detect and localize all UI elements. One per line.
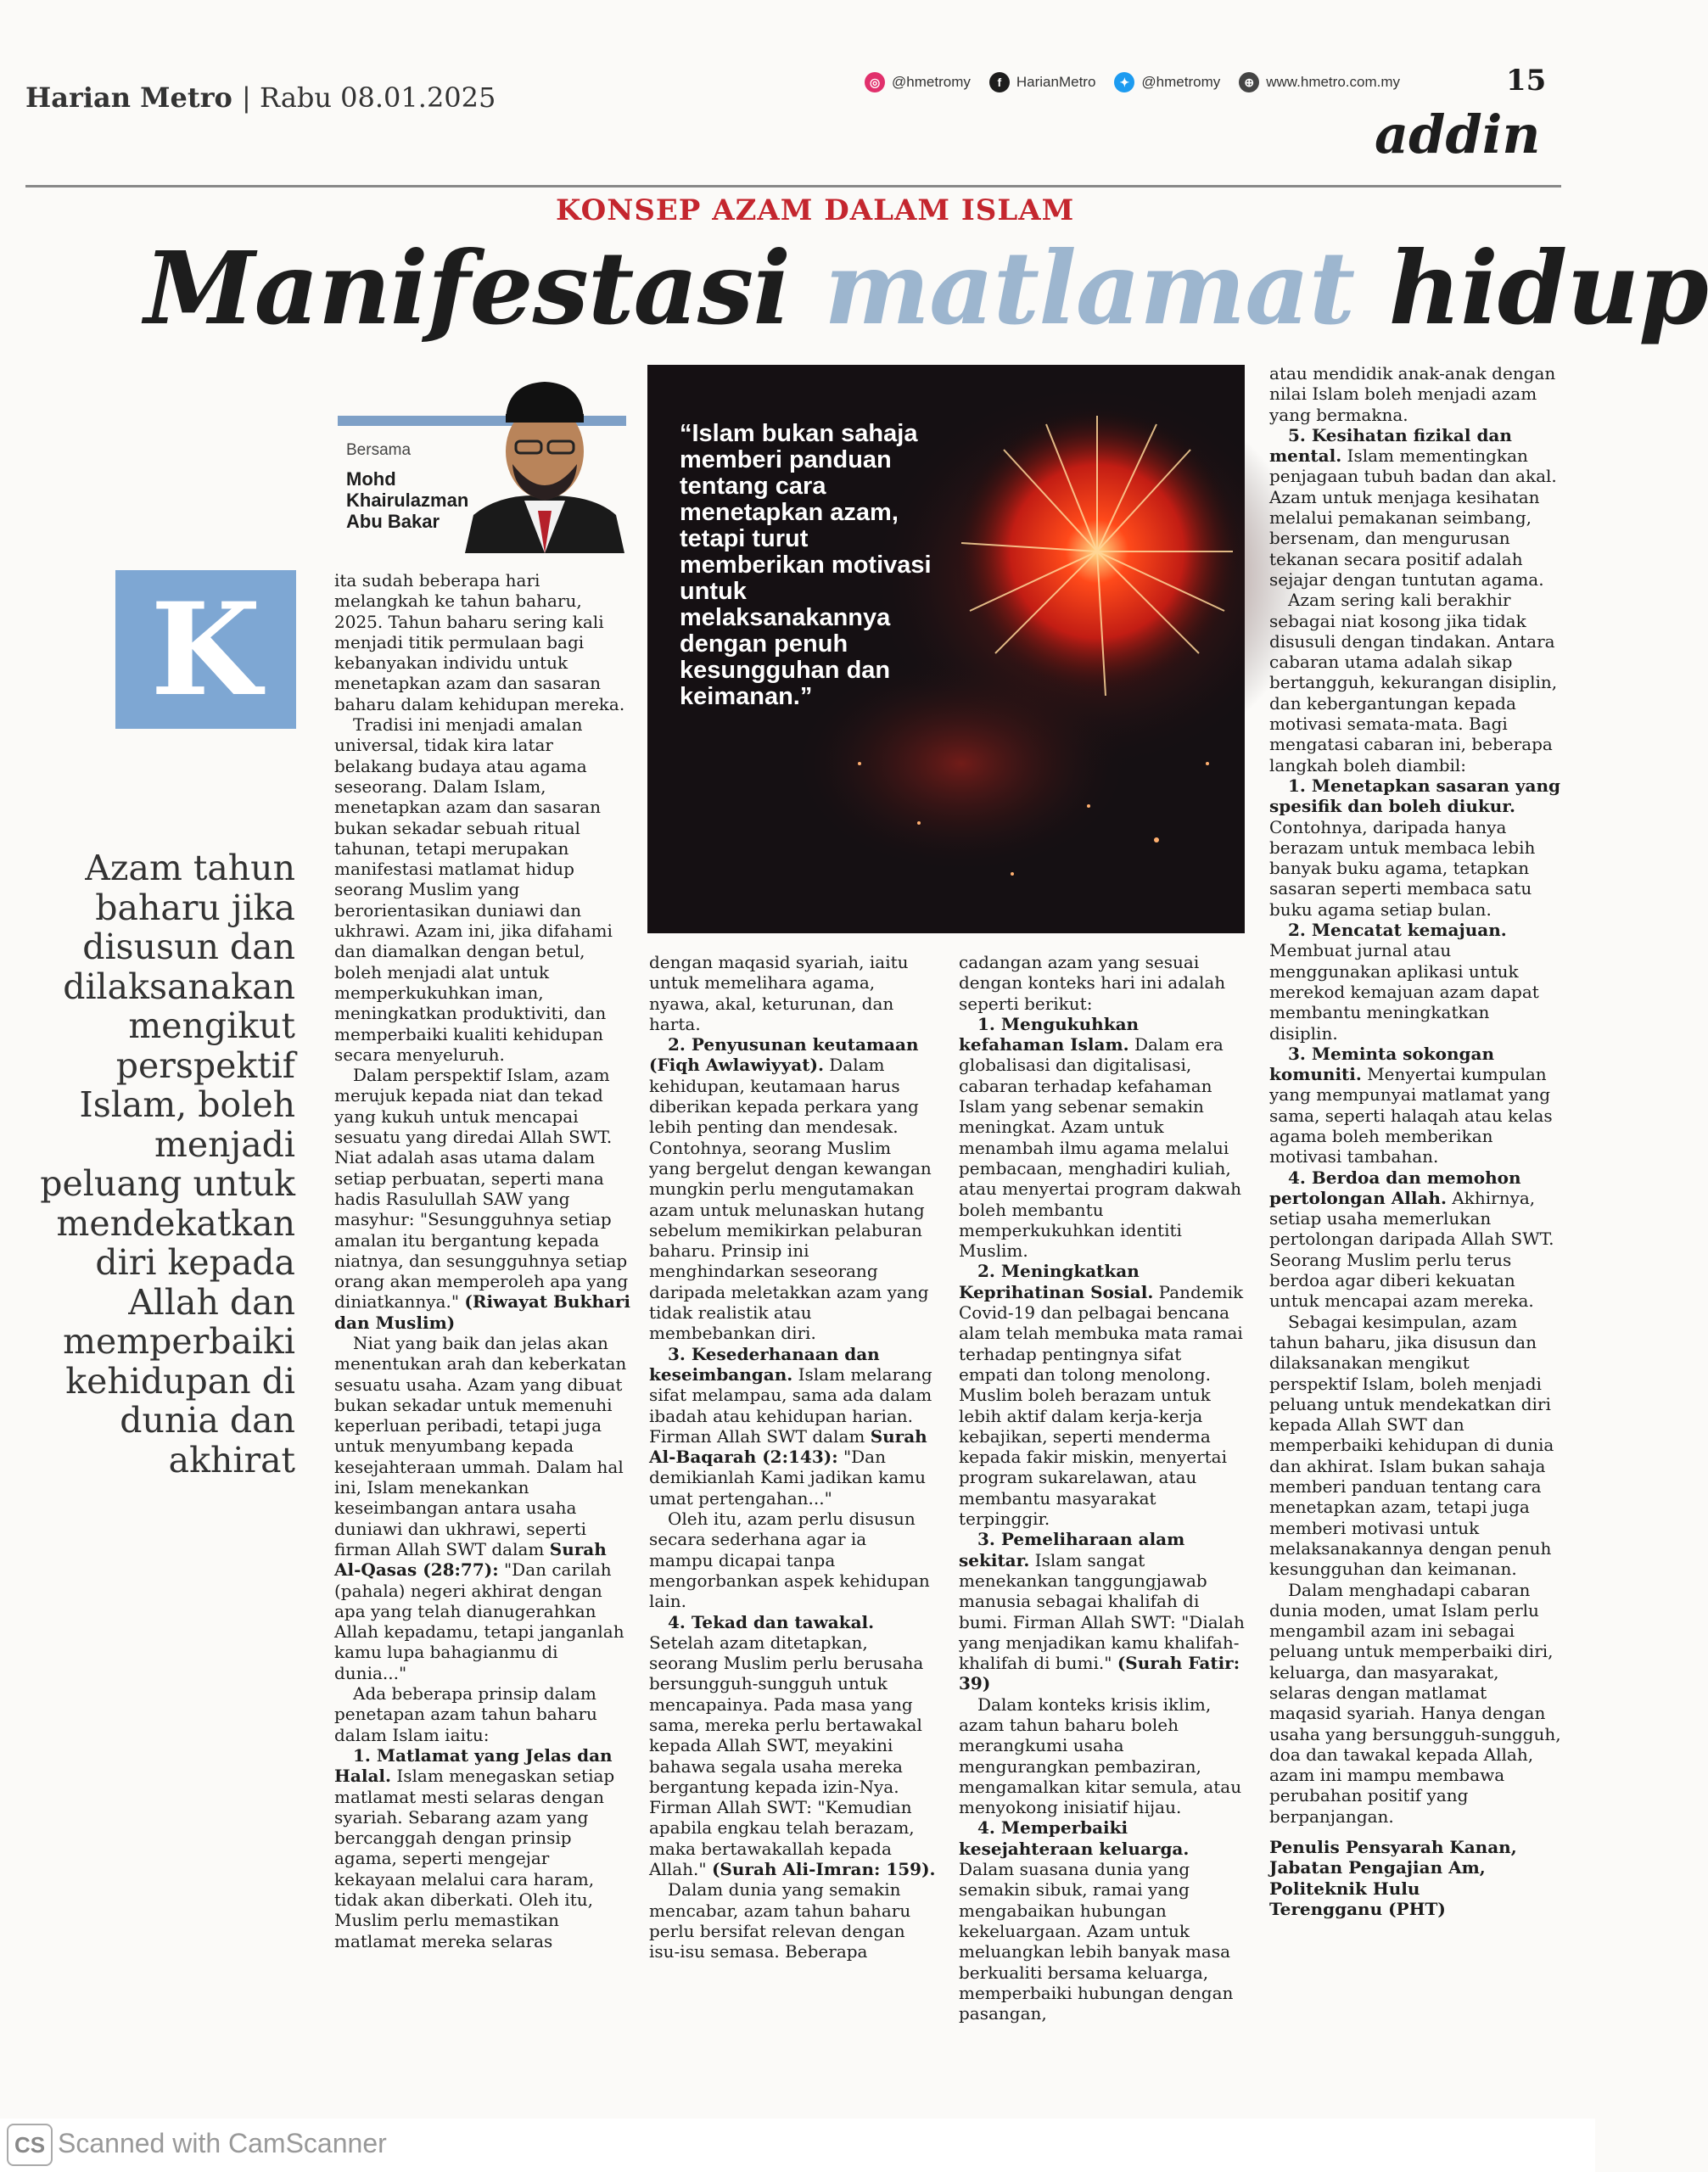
paragraph: [334, 1065, 631, 1333]
article-column-2: [649, 952, 936, 1962]
dropcap: K: [115, 570, 296, 729]
quran-reference: (Surah Ali-Imran: 159).: [711, 1859, 936, 1880]
header-rule: [25, 185, 1561, 188]
author-name: [346, 468, 468, 532]
paragraph: cadangan azam yang sesuai dengan konteks hari ini adalah seperti berikut:: [959, 952, 1226, 1014]
subheading: 1. Menetapkan sasaran yang spesifik dan boleh diukur.: [1269, 775, 1561, 817]
author-line-2: Khairulazman: [346, 490, 469, 511]
social-label: @hmetromy: [1141, 74, 1221, 90]
paragraph-text: Islam melarang sifat melampau, sama ada dalam ibadah atau kehidupan harian. Firman Allah SWT dalam: [649, 1363, 932, 1447]
headline-part-1: Manifestasi: [144, 229, 791, 347]
hadith-reference: (Riwayat Bukhari dan Muslim): [334, 1291, 630, 1333]
paragraph-text: Islam mementingkan penjagaan tubuh badan dan akal. Azam untuk menjaga kesihatan melalui pemakanan seimbang, bersenam, dan mengurusan tekanan secara positif adalah sejajar dengan tuntutan agama.: [1269, 445, 1557, 590]
paragraph: [1269, 775, 1562, 920]
subheading: 3. Meminta sokongan komuniti.: [1269, 1043, 1494, 1085]
subheading: 5. Kesihatan fizikal dan mental.: [1269, 424, 1512, 467]
paragraph: [1269, 1044, 1562, 1167]
paragraph: Tradisi ini menjadi amalan universal, tidak kira latar belakang budaya atau agama seseorang. Dalam Islam, menetapkan azam dan sasaran bukan sekadar sebuah ritual tahunan, tetapi merupakan manifestasi matlamat hidup seorang Muslim yang berorientasikan duniawi dan ukhrawi. Azam ini, jika difahami dan diamalkan dengan betul, boleh menjadi alat untuk memperkukuhkan iman, meningkatkan produktiviti, dan memperbaiki kualiti kehidupan secara menyeluruh.: [334, 714, 613, 1065]
fireworks-photo: [647, 365, 1245, 933]
issue-date: | Rabu 08.01.2025: [242, 81, 496, 114]
paragraph: [1269, 920, 1562, 1044]
subheading: 4. Memperbaiki kesejahteraan keluarga.: [959, 1817, 1190, 1859]
paragraph: ita sudah beberapa hari melangkah ke tahun baharu, 2025. Tahun baharu sering kali menjadi titik permulaan bagi kebanyakan individu untuk menetapkan azam dan sasaran baharu dalam kehidupan mereka.: [334, 570, 625, 714]
paragraph-text: Islam sangat menekankan tanggungjawab manusia sebagai khalifah di bumi. Firman Allah SWT: "Dialah yang menjadikan kamu khalifah-khalifah di bumi.": [959, 1549, 1245, 1674]
paragraph-text: Membuat jurnal atau menggunakan aplikasi untuk merekod kemajuan azam dapat membantu meningkatkan disiplin.: [1269, 940, 1539, 1044]
pull-quote: Azam tahun baharu jika disusun dan dilaksanakan mengikut perspektif Islam, boleh menjadi peluang untuk mendekatkan diri kepada Allah dan memperbaiki kehidupan di dunia dan akhirat: [40, 848, 295, 1481]
subheading: 2. Meningkatkan Keprihatinan Sosial.: [959, 1261, 1154, 1302]
social-label: HarianMetro: [1016, 74, 1096, 90]
page-number: 15: [1506, 64, 1547, 98]
paragraph: [649, 1612, 936, 1880]
paragraph-text: Pandemik Covid-19 dan pelbagai bencana alam telah membuka mata ramai terhadap pentingnya sifat empati dan tolong menolong. Muslim boleh berazam untuk lebih aktif dalam kerja-kerja kebajikan, seperti menderma kepada fakir miskin, menyertai program sukarelawan, atau membantu masyarakat terpinggir.: [959, 1281, 1244, 1530]
paragraph-text: Setelah azam ditetapkan, seorang Muslim perlu berusaha bersungguh-sungguh untuk mencapainya. Pada masa yang sama, mereka perlu bertawakal kepada Allah SWT, meyakini bahawa segala usaha mereka bergantung kepada izin-Nya. Firman Allah SWT: "Kemudian apabila engkau telah berazam, maka bertawakallah kepada Allah.": [649, 1632, 924, 1880]
paragraph-text: "Dan demikianlah Kami jadikan kamu umat pertengahan...": [649, 1447, 926, 1509]
article-column-3: [959, 952, 1246, 2024]
author-credit: Penulis Pensyarah Kanan, Jabatan Pengajian Am, Politeknik Hulu Terengganu (PHT): [1269, 1837, 1517, 1919]
paragraph: [1269, 425, 1562, 590]
social-web: [1239, 72, 1400, 92]
twitter-icon: ✦: [1114, 72, 1134, 92]
paper-name: Harian Metro: [25, 81, 232, 114]
paragraph: [959, 1529, 1246, 1693]
byline: [346, 441, 468, 532]
social-instagram: [865, 72, 971, 92]
byline-label: Bersama: [346, 441, 412, 459]
paragraph-text: "Dan carilah (pahala) negeri akhirat dengan apa yang telah dianugerahkan Allah kepadamu, tetapi janganlah kamu lupa bahagianmu di dunia...": [334, 1559, 624, 1683]
paragraph: Ada beberapa prinsip dalam penetapan azam tahun baharu dalam Islam iaitu:: [334, 1683, 597, 1745]
headline-accent: matlamat: [824, 229, 1355, 347]
paragraph: [334, 1745, 631, 1951]
paragraph: [649, 1344, 936, 1509]
quran-reference: Surah Al-Baqarah (2:143):: [649, 1425, 927, 1468]
subheading: 3. Kesederhanaan dan keseimbangan.: [649, 1343, 880, 1385]
paragraph-text: Dalam suasana dunia yang semakin sibuk, ramai yang mengabaikan hubungan kekeluargaan. Azam untuk meluangkan lebih banyak masa berkualiti bersama keluarga, memperbaiki hubungan dengan pasangan,: [959, 1859, 1234, 2024]
quran-reference: Surah Al-Qasas (28:77):: [334, 1538, 607, 1581]
paragraph: Dalam dunia yang semakin mencabar, azam tahun baharu perlu bersifat relevan dengan isu-isu semasa. Beberapa: [649, 1879, 911, 1962]
paragraph-text: Dalam kehidupan, keutamaan harus diberikan kepada perkara yang lebih penting dan mendesak. Contohnya, seorang Muslim yang bergelut dengan kewangan mungkin perlu mengutamakan azam untuk melunaskan hutang sebelum memikirkan pelaburan baharu. Prinsip ini menghindarkan seseorang daripada meletakkan azam yang tidak realistik atau membebankan diri.: [649, 1055, 932, 1344]
paragraph: Sebagai kesimpulan, azam tahun baharu, jika disusun dan dilaksanakan mengikut perspektif Islam, boleh menjadi peluang untuk mendekatkan diri kepada Allah SWT dan memperbaiki kehidupan di dunia dan akhirat. Islam bukan sahaja memberi panduan tentang cara menetapkan azam, tetapi juga memberi motivasi untuk melaksanakannya dengan penuh kesungguhan dan keimanan.: [1269, 1311, 1554, 1580]
paragraph: Azam sering kali berakhir sebagai niat kosong jika tidak disusuli dengan tindakan. Antara cabaran utama adalah sikap bertangguh, kekurangan disiplin, dan kebergantungan kepada motivasi semata-mata. Bagi mengatasi cabaran ini, beberapa langkah boleh diambil:: [1269, 590, 1558, 775]
paragraph: [1269, 1167, 1562, 1312]
paragraph-text: Contohnya, daripada hanya berazam untuk membaca lebih banyak buku agama, tetapkan sasaran seperti membaca satu buku agama setiap bulan.: [1269, 816, 1536, 920]
article-column-4: [1269, 363, 1562, 1919]
article-column-1: [334, 570, 631, 1951]
hero-quote: “Islam bukan sahaja memberi panduan tentang cara menetapkan azam, tetapi turut memberikan motivasi untuk melaksanakannya dengan penuh kesungguhan dan keimanan.”: [680, 420, 932, 710]
kicker: KONSEP AZAM DALAM ISLAM: [556, 193, 1075, 227]
quran-reference: (Surah Fatir: 39): [959, 1653, 1240, 1694]
headline: [144, 229, 1708, 347]
paragraph: dengan maqasid syariah, iaitu untuk memelihara agama, nyawa, akal, keturunan, dan harta.: [649, 952, 909, 1034]
paragraph: [649, 1034, 936, 1343]
social-links: [865, 72, 1400, 92]
paragraph-text: Akhirnya, setiap usaha memerlukan pertolongan daripada Allah SWT. Seorang Muslim perlu terus berdoa agar diberi kekuatan untuk mencapai azam mereka.: [1269, 1187, 1554, 1312]
subheading: 4. Berdoa dan memohon pertolongan Allah.: [1269, 1167, 1521, 1208]
paragraph-text: Dalam era globalisasi dan digitalisasi, cabaran terhadap kefahaman Islam yang sebenar semakin meningkat. Azam untuk menambah ilmu agama melalui pembacaan, menghadiri kuliah, atau menyertai program dakwah boleh membantu memperkukuhkan identiti Muslim.: [959, 1034, 1241, 1262]
social-label: @hmetromy: [892, 74, 971, 90]
scanner-watermark: Scanned with CamScanner: [58, 2128, 387, 2158]
masthead-paper-date: [25, 81, 496, 114]
paragraph: [334, 1333, 631, 1683]
paragraph: [959, 1014, 1246, 1262]
social-label: www.hmetro.com.my: [1266, 74, 1400, 90]
social-facebook: [989, 72, 1096, 92]
subheading: 4. Tekad dan tawakal.: [668, 1611, 875, 1632]
headline-part-3: hidup: [1388, 229, 1708, 347]
facebook-icon: f: [989, 72, 1010, 92]
section-name: addin: [1375, 104, 1541, 165]
social-twitter: [1114, 72, 1220, 92]
paragraph-text: Islam menegaskan setiap matlamat mesti selaras dengan syariah. Sebarang azam yang bercanggah dengan prinsip agama, seperti mengejar kekayaan melalui cara haram, tidak akan diberkati. Oleh itu, Muslim perlu memastikan matlamat mereka selaras: [334, 1766, 615, 1951]
subheading: 2. Mencatat kemajuan.: [1288, 920, 1507, 941]
paragraph-text: Dalam perspektif Islam, azam merujuk kepada niat dan tekad yang kukuh untuk mencapai sesuatu yang diredai Allah SWT. Niat adalah asas utama dalam setiap perbuatan, seperti mana hadis Rasulullah SAW yang masyhur: "Sesungguhnya setiap amalan itu bergantung kepada niatnya, dan sesungguhnya setiap orang akan memperoleh apa yang diniatkannya.": [334, 1065, 629, 1313]
instagram-icon: ◎: [865, 72, 885, 92]
paragraph: atau mendidik anak-anak dengan nilai Islam boleh menjadi azam yang bermakna.: [1269, 363, 1556, 425]
globe-icon: ⊕: [1239, 72, 1259, 92]
subheading: 1. Mengukuhkan kefahaman Islam.: [959, 1013, 1140, 1055]
subheading: 3. Pemeliharaan alam sekitar.: [959, 1529, 1185, 1570]
subheading: 1. Matlamat yang Jelas dan Halal.: [334, 1744, 613, 1787]
author-line-1: Mohd: [346, 468, 396, 490]
paragraph: [959, 1817, 1246, 2024]
author-line-3: Abu Bakar: [346, 511, 440, 532]
paragraph: Dalam konteks krisis iklim, azam tahun baharu boleh merangkumi usaha mengurangkan pembaziran, mengamalkan kitar semula, atau menyokong inisiatif hijau.: [959, 1693, 1242, 1818]
subheading: 2. Penyusunan keutamaan (Fiqh Awlawiyyat).: [649, 1034, 919, 1076]
camscanner-logo: CS: [7, 2124, 53, 2166]
paragraph: Dalam menghadapi cabaran dunia moden, umat Islam perlu mengambil azam ini sebagai peluang untuk memperbaiki diri, keluarga, dan masyarakat, selaras dengan matlamat maqasid syariah. Hanya dengan usaha yang bersungguh-sungguh, doa dan tawakal kepada Allah, azam ini mampu membawa perubahan positif yang berpanjangan.: [1269, 1579, 1561, 1827]
paragraph: Oleh itu, azam perlu disusun secara sederhana agar ia mampu dicapai tanpa mengorbankan aspek kehidupan lain.: [649, 1509, 930, 1612]
paragraph-text: Niat yang baik dan jelas akan menentukan arah dan keberkatan sesuatu usaha. Azam yang dibuat bukan sekadar untuk memenuhi keperluan peribadi, tetapi juga untuk menyumbang kepada kesejahteraan ummah. Dalam hal ini, Islam menekankan keseimbangan antara usaha duniawi dan ukhrawi, seperti firman Allah SWT dalam: [334, 1332, 627, 1559]
author-portrait: [465, 367, 624, 553]
paragraph-text: Menyertai kumpulan yang mempunyai matlamat yang sama, seperti halaqah atau kelas agama boleh memberikan motivasi tambahan.: [1269, 1064, 1553, 1167]
paragraph: [959, 1261, 1246, 1529]
